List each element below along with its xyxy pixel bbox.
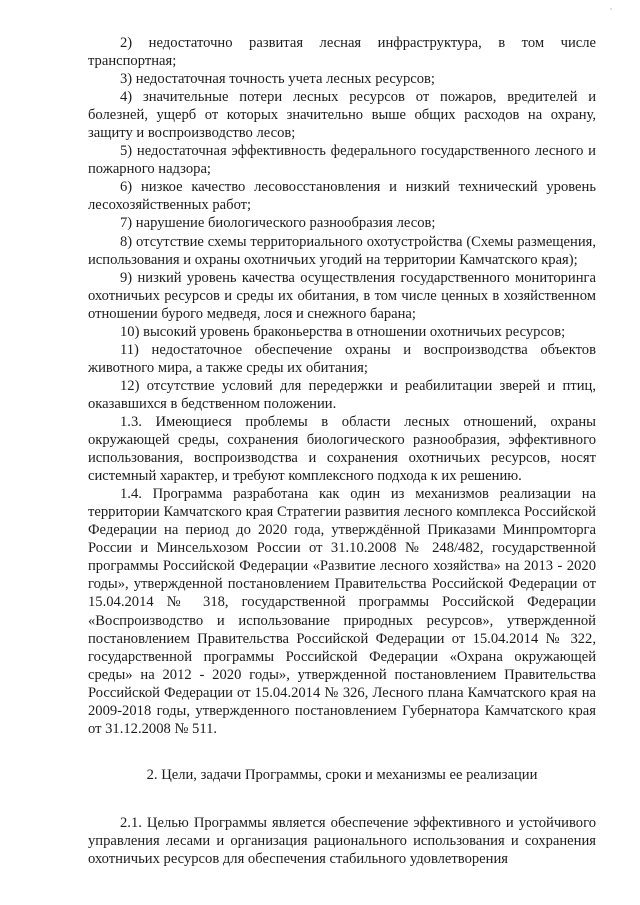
corner-mark: ' [610,6,612,18]
list-item-4: 4) значительные потери лесных ресурсов от пожаров, вредителей и болезней, ущерб от которых значительно выше общих расходов на охрану, защиту и воспроизводство лесов; [88,89,596,142]
list-item-5: 5) недостаточная эффективность федерального государственного лесного и пожарного надзора; [88,143,596,178]
list-item-7: 7) нарушение биологического разнообразия лесов; [120,215,436,232]
paragraph-2-1: 2.1. Целью Программы является обеспечение эффективного и устойчивого управления лесами и организация рационального использования и сохранения охотничьих ресурсов для обеспечения стабильного удовлетворения [88,814,596,867]
paragraph-1-3: 1.3. Имеющиеся проблемы в области лесных отношений, охраны окружающей среды, сохранения биологического разнообразия, эффективного использования, воспроизводства и сохранения охотничьих ресурсов, носят системный характер, и требуют комплексного подхода к их решению. [88,413,596,485]
list-item-11: 11) недостаточное обеспечение охраны и воспроизводства объектов животного мира, а также среды их обитания; [88,341,596,376]
list-item-3: 3) недостаточная точность учета лесных ресурсов; [120,71,435,88]
paragraph-1-4: 1.4. Программа разработана как один из механизмов реализации на территории Камчатского края Стратегии развития лесного комплекса Российской Федерации на период до 2020 года, утверждённой Приказами Минпромторга России и Минсельхозом России от 31.10.2008 № 248/482, государственной программы Российской Федерации «Развитие лесного хозяйства» на 2013 - 2020 годы», утвержденной постановлением Правительства Российской Федерации от 15.04.2014 № 318, государственной программы Российской Федерации «Воспроизводство и использование природных ресурсов», утвержденной постановлением Правительства Российской Федерации от 15.04.2014 № 322, государственной программы Российской Федерации «Охрана окружающей среды» на 2012 - 2020 годы», утвержденной постановлением Правительства Российской Федерации от 15.04.2014 № 326, Лесного плана Камчатского края на 2009-2018 годы, утвержденного постановлением Губернатора Камчатского края от 31.12.2008 № 511. [88,486,596,737]
list-item-2: 2) недостаточно развитая лесная инфраструктура, в том числе транспортная; [88,35,596,70]
list-item-8: 8) отсутствие схемы территориального охотустройства (Схемы размещения, использования и охраны охотничьих угодий на территории Камчатского края); [88,233,596,268]
list-item-10: 10) высокий уровень браконьерства в отношении охотничьих ресурсов; [120,323,566,340]
list-item-6: 6) низкое качество лесовосстановления и низкий технический уровень лесохозяйственных работ; [88,179,596,214]
list-item-12: 12) отсутствие условий для передержки и реабилитации зверей и птиц, оказавшихся в бедственном положении. [88,377,596,412]
list-item-9: 9) низкий уровень качества осуществления государственного мониторинга охотничьих ресурсов и среды их обитания, в том числе ценных в хозяйственном отношении бурого медведя, лося и снежного барана; [88,269,596,322]
section-2-heading: 2. Цели, задачи Программы, сроки и механизмы ее реализации [146,766,538,783]
document-body [88,34,596,868]
